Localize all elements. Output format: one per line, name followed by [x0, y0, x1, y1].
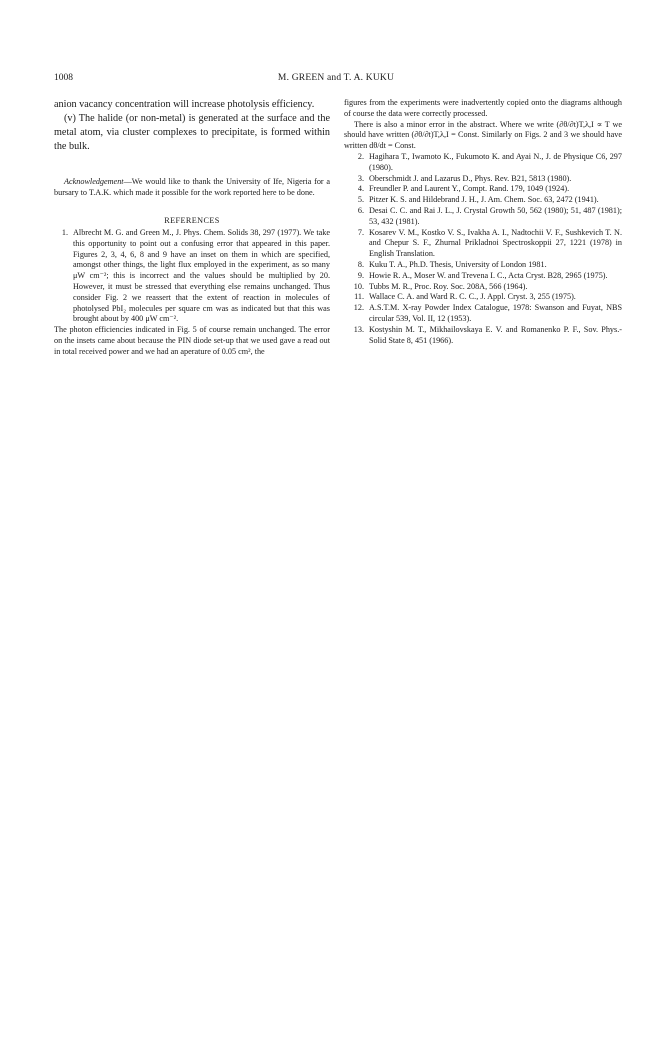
reference-note: There is also a minor error in the abstract. Where we write (∂θ/∂t)T,λ,I ∝ T we should have written (∂θ/∂t)T,λ,I = Const. Similarly on Figs. 2 and 3 we should have written dθ/dt = Const. — [344, 119, 622, 151]
reference-text: Tubbs M. R., Proc. Roy. Soc. 208A, 566 (1964). — [369, 281, 528, 291]
reference-item — [54, 228, 330, 325]
reference-item — [344, 292, 622, 303]
reference-text: Oberschmidt J. and Lazarus D., Phys. Rev. B21, 5813 (1980). — [369, 173, 572, 183]
reference-number: 8. — [357, 259, 364, 269]
page-number: 1008 — [54, 73, 73, 83]
reference-item — [344, 174, 622, 185]
reference-number: 12. — [353, 303, 364, 313]
acknowledgement-label: Acknowledgement — [64, 177, 124, 186]
reference-text: Kuku T. A., Ph.D. Thesis, University of London 1981. — [369, 259, 547, 269]
reference-number: 5. — [357, 195, 364, 205]
reference-text: Kostyshin M. T., Mikhailovskaya E. V. and Romanenko P. F., Sov. Phys.-Solid State 8, 451 (1966). — [369, 324, 622, 345]
reference-number: 13. — [353, 324, 364, 334]
reference-number: 9. — [357, 270, 364, 280]
reference-item — [344, 271, 622, 282]
reference-item — [344, 206, 622, 228]
reference-item — [344, 152, 622, 174]
body-paragraph: (v) The halide (or non-metal) is generated at the surface and the metal atom, via cluster complexes to precipitate, is formed within the bulk. — [54, 113, 330, 152]
reference-item — [344, 260, 622, 271]
reference-text: A.S.T.M. X-ray Powder Index Catalogue, 1978: Swanson and Fuyat, NBS circular 539, Vol. II, 12 (1953). — [369, 303, 622, 323]
reference-text: Hagihara T., Iwamoto K., Fukumoto K. and Ayai N., J. de Physique C6, 297 (1980). — [369, 151, 622, 172]
reference-text: Desai C. C. and Rai J. L., J. Crystal Growth 50, 562 (1980); 51, 487 (1981); 53, 432 (1981). — [369, 205, 622, 226]
reference-number: 7. — [357, 227, 364, 237]
reference-list — [344, 152, 622, 346]
reference-item — [344, 228, 622, 260]
reference-text: Wallace C. A. and Ward R. C. C., J. Appl. Cryst. 3, 255 (1975). — [369, 292, 576, 302]
reference-number: 2. — [357, 151, 364, 161]
running-head-authors: M. GREEN and T. A. KUKU — [277, 73, 395, 83]
reference-text: Pitzer K. S. and Hildebrand J. H., J. Am. Chem. Soc. 63, 2472 (1941). — [369, 195, 599, 205]
reference-text: Howie R. A., Moser W. and Trevena I. C., Acta Cryst. B28, 2965 (1975). — [369, 270, 608, 280]
reference-item — [344, 325, 622, 347]
reference-number: 11. — [354, 292, 364, 302]
reference-item — [344, 184, 622, 195]
acknowledgement-text: —We would like to thank the University of Ife, Nigeria for a bursary to T.A.K. which made it possible for the work reported here to be done. — [54, 177, 330, 197]
reference-number: 3. — [357, 173, 364, 183]
body-paragraph: anion vacancy concentration will increase photolysis efficiency. — [54, 99, 315, 110]
reference-number: 6. — [357, 205, 364, 215]
reference-number: 4. — [357, 184, 364, 194]
reference-text: Freundler P. and Laurent Y., Compt. Rand. 179, 1049 (1924). — [369, 184, 570, 194]
reference-text: Kosarev V. M., Kostko V. S., Ivakha A. I., Nadtochii V. F., Sushkevich T. N. and Chepur S. F., Zhurnal Prikladnoi Spectroskoppii 27, 1221 (1978) in English Translation. — [369, 227, 622, 259]
reference-text: Albrecht M. G. and Green M., J. Phys. Chem. Solids 38, 297 (1977). We take this opportunity to point out a confusing error that appeared in this paper. Figures 2, 3, 4, 6, 8 and 9 have an inset on them in which are specified, amongst other things, the light flux employed in the experiment, as so many μW cm⁻²; this is incorrect and the values should be multiplied by 20. However, it must be stressed that everything else remains unchanged. Thus consider Fig. 2 we reassert that the extent of reaction in molecules of photolysed PbI₂ molecules per square cm was as indicated but that this was brought about by 400 μW cm⁻². — [73, 228, 330, 324]
reference-item — [344, 303, 622, 325]
reference-note: The photon efficiencies indicated in Fig. 5 of course remain unchanged. The error on the insets came about because the PIN diode set-up that we used gave a read out in total received power and we had an aperature of 0.05 cm², the — [54, 325, 330, 356]
reference-item — [344, 195, 622, 206]
acknowledgement — [54, 176, 330, 198]
reference-item — [344, 282, 622, 293]
reference-note: figures from the experiments were inadvertently copied onto the diagrams although of course the data were correctly processed. — [344, 98, 622, 118]
reference-number: 1. — [61, 228, 68, 237]
reference-number: 10. — [353, 281, 364, 291]
left-column — [54, 98, 330, 358]
right-column — [344, 98, 622, 346]
references-heading: REFERENCES — [164, 216, 220, 225]
